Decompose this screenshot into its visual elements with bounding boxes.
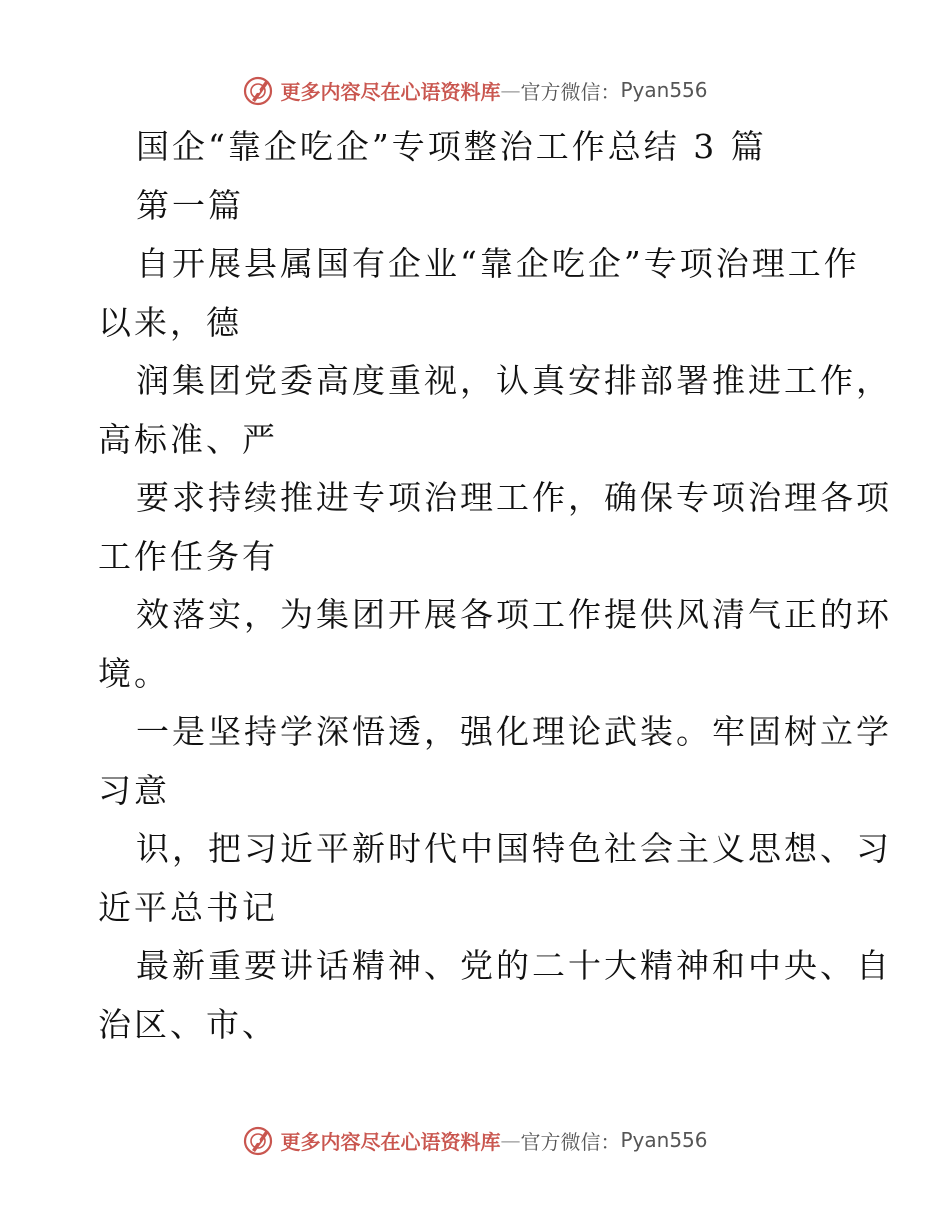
text-line: 最新重要讲话精神、党的二十大精神和中央、自 <box>136 946 892 985</box>
watermark-wechat-id: Pyan556 <box>620 1128 708 1152</box>
text-line: 以来，德 <box>98 302 242 342</box>
text-line: 高标准、严 <box>98 419 278 459</box>
section-heading: 第一篇 <box>136 185 244 225</box>
header-watermark <box>0 70 950 110</box>
text-line: 一是坚持学深悟透，强化理论武装。牢固树立学 <box>136 712 892 751</box>
text-line: 要求持续推进专项治理工作，确保专项治理各项 <box>136 478 892 517</box>
watermark-text: 更多内容尽在心语资料库 <box>280 1129 501 1154</box>
watermark-text: 更多内容尽在心语资料库 <box>280 79 501 104</box>
text-line: 治区、市、 <box>98 1004 278 1044</box>
text-line: 识，把习近平新时代中国特色社会主义思想、习 <box>136 829 892 868</box>
watermark-dash: — <box>500 78 521 102</box>
text-line: 润集团党委高度重视，认真安排部署推进工作， <box>136 361 892 400</box>
watermark-wechat-label: 官方微信： <box>520 79 621 104</box>
document-title: 国企“靠企吃企”专项整治工作总结 3 篇 <box>136 127 767 166</box>
pen-logo-icon <box>242 74 274 106</box>
text-line: 效落实，为集团开展各项工作提供风清气正的环 <box>136 595 892 634</box>
text-line: 境。 <box>98 653 170 693</box>
pen-logo-icon <box>242 1124 274 1156</box>
text-line: 习意 <box>98 770 170 810</box>
text-line: 自开展县属国有企业“靠企吃企”专项治理工作 <box>136 244 860 283</box>
text-line: 工作任务有 <box>98 536 278 576</box>
text-line: 近平总书记 <box>98 887 278 927</box>
footer-watermark <box>0 1120 950 1160</box>
watermark-dash: — <box>500 1128 521 1152</box>
document-body <box>98 118 892 1054</box>
watermark-wechat-label: 官方微信： <box>520 1129 621 1154</box>
watermark-wechat-id: Pyan556 <box>620 78 708 102</box>
